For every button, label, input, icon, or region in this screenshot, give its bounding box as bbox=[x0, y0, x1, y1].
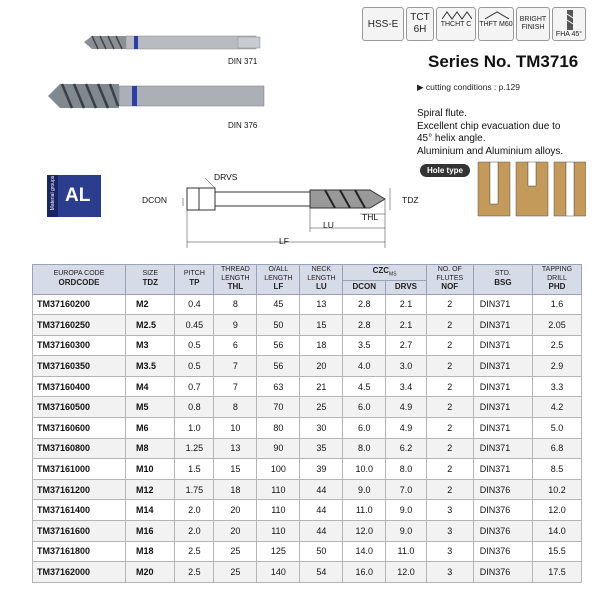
table-cell: 25 bbox=[300, 397, 343, 418]
arrow-right-icon: ▶ bbox=[417, 82, 424, 92]
col-lf: O/ALL LENGTH LF bbox=[257, 265, 300, 295]
table-cell: 2.0 bbox=[175, 500, 214, 521]
table-cell: 8.0 bbox=[386, 459, 427, 480]
table-row bbox=[33, 397, 582, 418]
table-cell: 9 bbox=[214, 315, 257, 336]
badge-thcht: THCHT C bbox=[436, 7, 476, 41]
table-cell: M6 bbox=[126, 418, 175, 439]
badge-bright-finish: BRIGHT FINISH bbox=[516, 7, 550, 41]
table-cell: DIN371 bbox=[473, 335, 532, 356]
table-cell: M3 bbox=[126, 335, 175, 356]
table-cell: 6.0 bbox=[343, 418, 386, 439]
table-cell: M5 bbox=[126, 397, 175, 418]
table-cell: 44 bbox=[300, 479, 343, 500]
table-row bbox=[33, 356, 582, 377]
table-cell: 3.5 bbox=[343, 335, 386, 356]
table-cell: 2 bbox=[426, 459, 473, 480]
table-cell: 45 bbox=[257, 294, 300, 315]
table-cell: 10.0 bbox=[343, 459, 386, 480]
table-cell: 15 bbox=[214, 459, 257, 480]
table-cell: 110 bbox=[257, 500, 300, 521]
table-cell: 63 bbox=[257, 376, 300, 397]
table-cell: 50 bbox=[300, 541, 343, 562]
hole-type-badge: Hole type bbox=[420, 164, 470, 177]
table-cell: DIN376 bbox=[473, 541, 532, 562]
col-tdz: SIZE TDZ bbox=[126, 265, 175, 295]
table-cell: M4 bbox=[126, 376, 175, 397]
table-cell: 8 bbox=[214, 294, 257, 315]
table-cell: M20 bbox=[126, 562, 175, 583]
table-cell: 2.5 bbox=[533, 335, 582, 356]
table-cell: 2 bbox=[426, 315, 473, 336]
table-cell: 56 bbox=[257, 335, 300, 356]
table-cell: TM37160200 bbox=[33, 294, 126, 315]
table-cell: M10 bbox=[126, 459, 175, 480]
table-cell: 9.0 bbox=[343, 479, 386, 500]
table-cell: 2 bbox=[426, 376, 473, 397]
tap-image-din371 bbox=[78, 28, 268, 58]
badge-hss-e: HSS-E bbox=[362, 7, 404, 41]
table-cell: TM37160300 bbox=[33, 335, 126, 356]
table-cell: 0.4 bbox=[175, 294, 214, 315]
table-cell: 2.1 bbox=[386, 315, 427, 336]
table-cell: 2.9 bbox=[533, 356, 582, 377]
table-cell: 6.8 bbox=[533, 438, 582, 459]
table-cell: TM37160250 bbox=[33, 315, 126, 336]
tdz-label: TDZ bbox=[402, 195, 419, 205]
table-cell: TM37162000 bbox=[33, 562, 126, 583]
table-cell: 17.5 bbox=[533, 562, 582, 583]
table-cell: M3.5 bbox=[126, 356, 175, 377]
table-cell: 2.8 bbox=[343, 294, 386, 315]
table-row bbox=[33, 315, 582, 336]
table-cell: 6 bbox=[214, 335, 257, 356]
table-cell: 3 bbox=[426, 500, 473, 521]
table-cell: 54 bbox=[300, 562, 343, 583]
table-cell: 2.8 bbox=[343, 315, 386, 336]
table-row bbox=[33, 418, 582, 439]
col-czc: $CZC_{MS}$ bbox=[343, 265, 426, 281]
table-cell: 39 bbox=[300, 459, 343, 480]
table-cell: 10 bbox=[214, 418, 257, 439]
tap-dimension-diagram bbox=[175, 170, 415, 250]
table-cell: TM37161800 bbox=[33, 541, 126, 562]
table-cell: 0.5 bbox=[175, 356, 214, 377]
thl-label: THL bbox=[362, 212, 379, 222]
table-cell: 3 bbox=[426, 521, 473, 542]
table-cell: 2 bbox=[426, 438, 473, 459]
table-cell: TM37160800 bbox=[33, 438, 126, 459]
table-cell: 6.0 bbox=[343, 397, 386, 418]
table-cell: 12.0 bbox=[386, 562, 427, 583]
table-cell: 11.0 bbox=[343, 500, 386, 521]
table-cell: DIN371 bbox=[473, 438, 532, 459]
table-cell: 14.0 bbox=[533, 521, 582, 542]
table-cell: TM37161600 bbox=[33, 521, 126, 542]
table-cell: TM37161400 bbox=[33, 500, 126, 521]
table-cell: DIN376 bbox=[473, 479, 532, 500]
table-cell: 9.0 bbox=[386, 500, 427, 521]
table-cell: 2 bbox=[426, 479, 473, 500]
table-cell: 2.5 bbox=[175, 562, 214, 583]
table-cell: 2 bbox=[426, 356, 473, 377]
table-cell: 140 bbox=[257, 562, 300, 583]
lu-label: LU bbox=[323, 220, 334, 230]
col-dcon: DCON bbox=[343, 281, 386, 294]
lf-label: LF bbox=[279, 236, 289, 246]
table-cell: 35 bbox=[300, 438, 343, 459]
table-cell: TM37160400 bbox=[33, 376, 126, 397]
table-cell: 1.0 bbox=[175, 418, 214, 439]
table-cell: 10.2 bbox=[533, 479, 582, 500]
table-cell: M14 bbox=[126, 500, 175, 521]
col-phd: TAPPING DRILL PHD bbox=[533, 265, 582, 295]
din376-label: DIN 376 bbox=[228, 121, 258, 130]
table-cell: DIN371 bbox=[473, 459, 532, 480]
table-cell: TM37160600 bbox=[33, 418, 126, 439]
table-cell: 3.4 bbox=[386, 376, 427, 397]
table-cell: 7 bbox=[214, 356, 257, 377]
badge-thft: THFT M60 bbox=[478, 7, 514, 41]
table-cell: 20 bbox=[300, 356, 343, 377]
drvs-label: DRVS bbox=[214, 172, 238, 182]
table-cell: 1.5 bbox=[175, 459, 214, 480]
table-cell: 6.2 bbox=[386, 438, 427, 459]
table-cell: 1.6 bbox=[533, 294, 582, 315]
col-tp: PITCH TP bbox=[175, 265, 214, 295]
col-drvs: DRVS bbox=[386, 281, 427, 294]
table-cell: 2.7 bbox=[386, 335, 427, 356]
table-cell: 0.5 bbox=[175, 335, 214, 356]
table-cell: M12 bbox=[126, 479, 175, 500]
table-cell: 20 bbox=[214, 500, 257, 521]
table-cell: 125 bbox=[257, 541, 300, 562]
cutting-conditions[interactable]: ▶ cutting conditions : p.129 bbox=[417, 82, 520, 92]
table-cell: 3.3 bbox=[533, 376, 582, 397]
table-cell: M8 bbox=[126, 438, 175, 459]
table-row bbox=[33, 294, 582, 315]
table-cell: 110 bbox=[257, 521, 300, 542]
table-cell: 0.8 bbox=[175, 397, 214, 418]
col-ordcode: EUROPA CODE ORDCODE bbox=[33, 265, 126, 295]
col-bsg: STD. BSG bbox=[473, 265, 532, 295]
table-row bbox=[33, 541, 582, 562]
table-cell: 13 bbox=[300, 294, 343, 315]
table-cell: 50 bbox=[257, 315, 300, 336]
table-cell: 15.5 bbox=[533, 541, 582, 562]
table-cell: 44 bbox=[300, 521, 343, 542]
table-cell: 0.7 bbox=[175, 376, 214, 397]
table-row bbox=[33, 500, 582, 521]
thread-profile-icon bbox=[442, 11, 472, 20]
table-cell: 0.45 bbox=[175, 315, 214, 336]
badge-tct: TCT 6H bbox=[406, 7, 434, 41]
table-cell: 2.1 bbox=[386, 294, 427, 315]
table-cell: M2.5 bbox=[126, 315, 175, 336]
table-cell: 7.0 bbox=[386, 479, 427, 500]
table-cell: 14.0 bbox=[343, 541, 386, 562]
table-cell: 56 bbox=[257, 356, 300, 377]
table-cell: 90 bbox=[257, 438, 300, 459]
table-cell: DIN376 bbox=[473, 521, 532, 542]
table-cell: 12.0 bbox=[343, 521, 386, 542]
thread-angle-icon bbox=[485, 11, 509, 20]
table-cell: 8.0 bbox=[343, 438, 386, 459]
table-row bbox=[33, 459, 582, 480]
table-cell: TM37160350 bbox=[33, 356, 126, 377]
table-cell: 12.0 bbox=[533, 500, 582, 521]
table-row bbox=[33, 376, 582, 397]
table-cell: M16 bbox=[126, 521, 175, 542]
table-row bbox=[33, 438, 582, 459]
table-cell: 4.9 bbox=[386, 418, 427, 439]
table-cell: 2 bbox=[426, 294, 473, 315]
table-cell: 13 bbox=[214, 438, 257, 459]
table-cell: 70 bbox=[257, 397, 300, 418]
table-cell: 2 bbox=[426, 418, 473, 439]
table-cell: 4.2 bbox=[533, 397, 582, 418]
table-cell: 18 bbox=[300, 335, 343, 356]
description: Spiral flute. Excellent chip evacuation due to 45° helix angle. Aluminium and Aluminium alloys. bbox=[417, 108, 564, 157]
table-cell: 5.0 bbox=[533, 418, 582, 439]
table-cell: 80 bbox=[257, 418, 300, 439]
table-cell: 2 bbox=[426, 397, 473, 418]
table-row bbox=[33, 521, 582, 542]
table-cell: DIN371 bbox=[473, 315, 532, 336]
col-thl: THREAD LENGTH THL bbox=[214, 265, 257, 295]
table-cell: 1.25 bbox=[175, 438, 214, 459]
table-cell: DIN376 bbox=[473, 562, 532, 583]
helix-icon bbox=[565, 10, 575, 30]
table-cell: 30 bbox=[300, 418, 343, 439]
table-cell: 2 bbox=[426, 335, 473, 356]
table-cell: 16.0 bbox=[343, 562, 386, 583]
table-cell: DIN371 bbox=[473, 294, 532, 315]
table-cell: 18 bbox=[214, 479, 257, 500]
table-cell: 3 bbox=[426, 562, 473, 583]
table-cell: 2.05 bbox=[533, 315, 582, 336]
table-cell: 15 bbox=[300, 315, 343, 336]
table-cell: DIN371 bbox=[473, 397, 532, 418]
table-cell: 3 bbox=[426, 541, 473, 562]
table-cell: M18 bbox=[126, 541, 175, 562]
table-cell: 4.0 bbox=[343, 356, 386, 377]
table-cell: 7 bbox=[214, 376, 257, 397]
table-cell: 11.0 bbox=[386, 541, 427, 562]
table-cell: 20 bbox=[214, 521, 257, 542]
table-row bbox=[33, 479, 582, 500]
table-cell: 8 bbox=[214, 397, 257, 418]
table-cell: 110 bbox=[257, 479, 300, 500]
table-cell: 4.5 bbox=[343, 376, 386, 397]
table-cell: 2.0 bbox=[175, 521, 214, 542]
table-cell: TM37161000 bbox=[33, 459, 126, 480]
col-nof: NO. OF FLUTES NOF bbox=[426, 265, 473, 295]
table-cell: 1.75 bbox=[175, 479, 214, 500]
table-cell: 9.0 bbox=[386, 521, 427, 542]
table-cell: M2 bbox=[126, 294, 175, 315]
col-lu: NECK LENGTH LU bbox=[300, 265, 343, 295]
table-cell: TM37161200 bbox=[33, 479, 126, 500]
table-cell: DIN371 bbox=[473, 356, 532, 377]
table-row bbox=[33, 335, 582, 356]
table-cell: DIN371 bbox=[473, 376, 532, 397]
table-cell: 25 bbox=[214, 541, 257, 562]
hole-type-diagrams bbox=[474, 160, 586, 218]
table-cell: DIN371 bbox=[473, 418, 532, 439]
din371-label: DIN 371 bbox=[228, 57, 258, 66]
badge-fha: FHA 45° bbox=[552, 7, 586, 41]
table-row bbox=[33, 562, 582, 583]
tap-image-din376 bbox=[44, 78, 269, 118]
material-group-badge: Material groups AL bbox=[47, 175, 101, 217]
tap-specs-table bbox=[32, 264, 582, 583]
table-cell: 4.9 bbox=[386, 397, 427, 418]
table-cell: DIN376 bbox=[473, 500, 532, 521]
table-cell: 2.5 bbox=[175, 541, 214, 562]
table-cell: 8.5 bbox=[533, 459, 582, 480]
table-cell: 25 bbox=[214, 562, 257, 583]
table-cell: 44 bbox=[300, 500, 343, 521]
table-cell: 3.0 bbox=[386, 356, 427, 377]
dcon-label: DCON bbox=[142, 195, 168, 205]
table-cell: 100 bbox=[257, 459, 300, 480]
table-cell: TM37160500 bbox=[33, 397, 126, 418]
table-cell: 21 bbox=[300, 376, 343, 397]
series-title: Series No. TM3716 bbox=[428, 52, 579, 71]
